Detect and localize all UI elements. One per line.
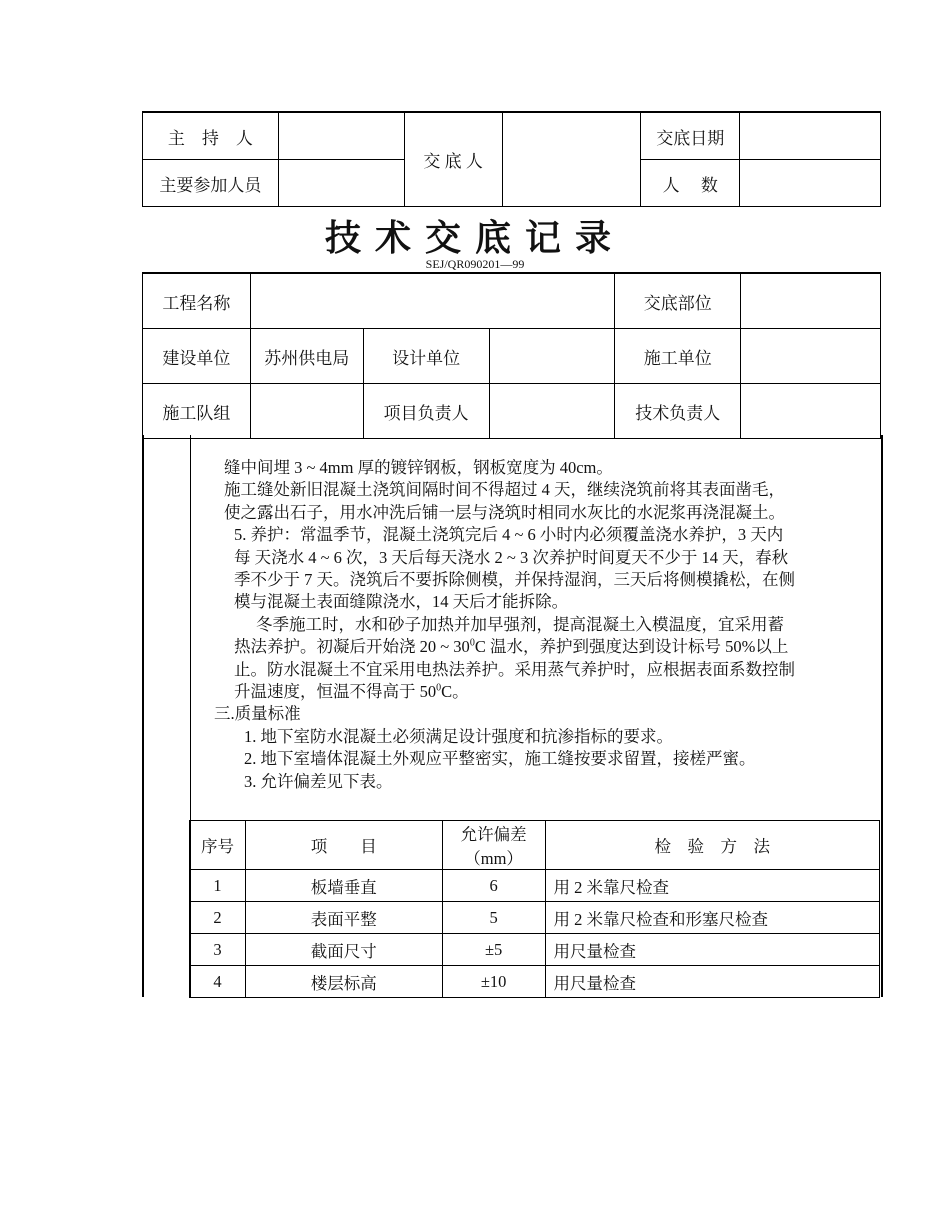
paragraph-3a: 5. 养护：常温季节，混凝土浇筑完后 4 ~ 6 小时内必须覆盖浇水养护，3 天内 [234,525,784,545]
document-code: SEJ/QR090201—99 [425,257,525,271]
row-item: 楼层标高 [245,966,442,998]
owner-value[interactable]: 苏州供电局 [250,329,363,384]
quality-item-1: 1. 地下室防水混凝土必须满足设计强度和抗渗指标的要求。 [244,726,673,746]
row-method: 用尺量检查 [545,966,879,998]
table-row [190,870,880,902]
header-no: 序号 [190,821,246,870]
row-tolerance: ±10 [442,966,545,998]
designer-value[interactable] [489,329,615,384]
tech-lead-label: 技术负责人 [615,384,741,439]
row-tolerance: 5 [442,902,545,934]
participants-value[interactable] [278,160,404,207]
owner-label: 建设单位 [143,329,251,384]
presenter-label: 交 底 人 [404,112,502,207]
paragraph-4b: 热法养护。初凝后开始浇 20 ~ $30^0C$ 温水，养护到强度达到设计标号 50%以上 [234,637,789,657]
row-item: 板墙垂直 [245,870,442,902]
row-tolerance: 6 [442,870,545,902]
row-no: 3 [190,934,246,966]
project-info-table [142,272,881,439]
presenter-value[interactable] [502,112,641,207]
project-name-value[interactable] [250,273,614,329]
count-value[interactable] [740,160,881,207]
row-method: 用 2 米靠尺检查和形塞尺检查 [545,902,879,934]
host-value[interactable] [278,112,404,160]
count-label: 人 数 [641,160,740,207]
signature-table [142,111,881,207]
paragraph-4a: 冬季施工时，水和砂子加热并加早强剂，提高混凝土入模温度，宜采用蓄 [256,614,784,634]
row-item: 表面平整 [245,902,442,934]
row-tolerance: ±5 [442,934,545,966]
team-label: 施工队组 [143,384,251,439]
header-item: 项 目 [245,821,442,870]
paragraph-1: 缝中间埋 3 ~ 4mm 厚的镀锌钢板，钢板宽度为 40cm。 [224,458,613,477]
header-method: 检 验 方 法 [545,821,879,870]
section-3-heading: 三.质量标准 [214,704,301,724]
paragraph-2a: 施工缝处新旧混凝土浇筑间隔时间不得超过 4 天，继续浇筑前将其表面凿毛， [224,480,785,500]
project-name-label: 工程名称 [143,273,251,329]
participants-label: 主要参加人员 [143,160,279,207]
quality-item-2: 2. 地下室墙体混凝土外观应平整密实，施工缝按要求留置，接槎严蜜。 [244,749,756,769]
table-row [190,902,880,934]
row-method: 用尺量检查 [545,934,879,966]
table-row [190,934,880,966]
tech-lead-value[interactable] [741,384,881,439]
table-row [190,966,880,998]
contractor-value[interactable] [741,329,881,384]
row-no: 1 [190,870,246,902]
date-value[interactable] [740,112,881,160]
pm-label: 项目负责人 [363,384,489,439]
host-label: 主 持 人 [143,112,279,160]
date-label: 交底日期 [641,112,740,160]
quality-item-3: 3. 允许偏差见下表。 [244,771,393,791]
header-tolerance: 允许偏差 （mm） [442,821,545,870]
row-no: 4 [190,966,246,998]
team-value[interactable] [250,384,363,439]
paragraph-3c: 季不少于 7 天。浇筑后不要拆除侧模，并保持湿润，三天后将侧模撬松，在侧 [234,570,795,590]
location-label: 交底部位 [615,273,741,329]
row-no: 2 [190,902,246,934]
location-value[interactable] [741,273,881,329]
paragraph-2b: 使之露出石子，用水冲洗后铺一层与浇筑时相同水灰比的水泥浆再浇混凝土。 [224,502,785,522]
paragraph-3d: 模与混凝土表面缝隙浇水，14 天后才能拆除。 [234,592,569,612]
pm-value[interactable] [489,384,615,439]
row-method: 用 2 米靠尺检查 [545,870,879,902]
deviation-table [189,820,880,998]
contractor-label: 施工单位 [615,329,741,384]
paragraph-4c: 止。防水混凝土不宜采用电热法养护。采用蒸气养护时，应根据表面系数控制 [234,659,795,679]
paragraph-4d: 升温速度，恒温不得高于 $50^0C$。 [234,682,469,702]
page-title: 技术交底记录 [324,218,625,258]
content-text [214,457,874,793]
designer-label: 设计单位 [363,329,489,384]
paragraph-3b: 每 天浇水 4 ~ 6 次，3 天后每天浇水 2 ~ 3 次养护时间夏天不少于 14 天，春秋 [234,547,789,567]
row-item: 截面尺寸 [245,934,442,966]
